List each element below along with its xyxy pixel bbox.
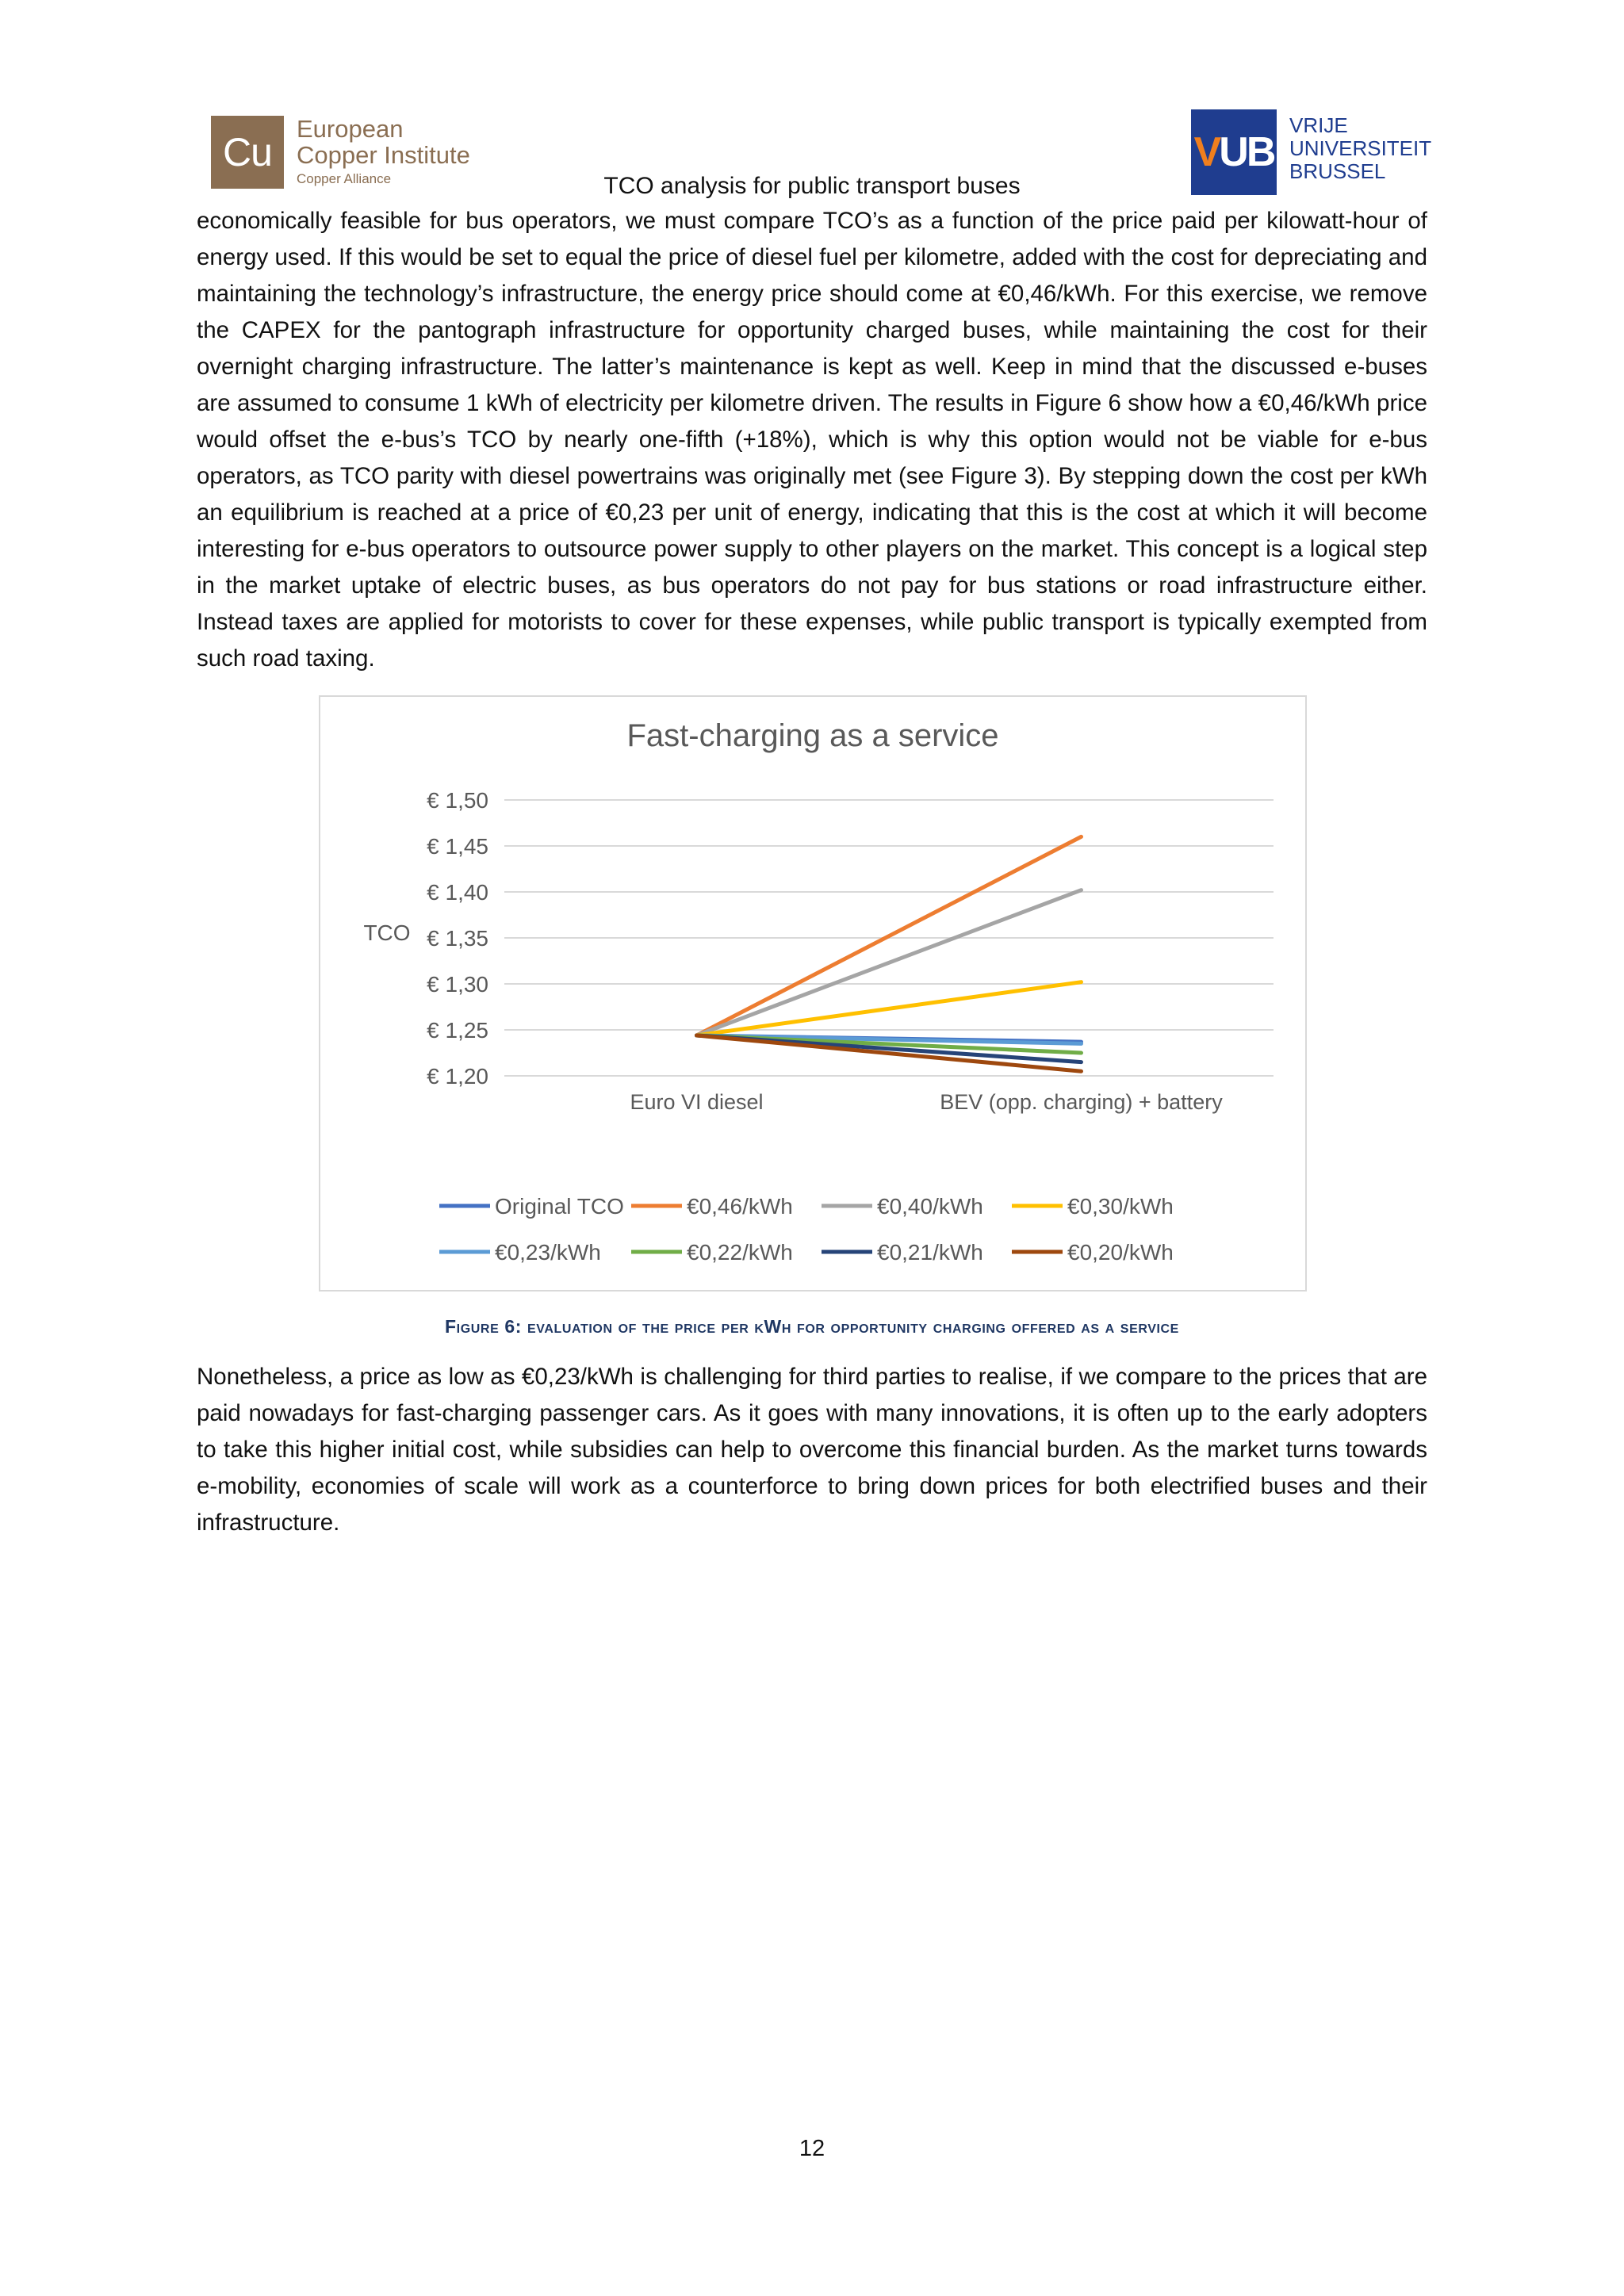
chart-canvas xyxy=(320,697,1305,1290)
series-line xyxy=(697,982,1082,1035)
legend-label: €0,23/kWh xyxy=(495,1240,601,1265)
legend-label: €0,21/kWh xyxy=(877,1240,983,1265)
legend-label: €0,22/kWh xyxy=(687,1240,793,1265)
y-tick-label: € 1,50 xyxy=(427,788,488,813)
eci-logo-line2: Copper Institute xyxy=(297,141,470,169)
chart-title: Fast-charging as a service xyxy=(626,718,999,753)
series-lines xyxy=(697,836,1082,1071)
vub-logo-mark: VUB xyxy=(1191,109,1277,195)
eci-logo-line1: European xyxy=(297,115,404,143)
y-tick-label: € 1,40 xyxy=(427,880,488,905)
legend-label: Original TCO xyxy=(495,1194,624,1219)
body-paragraph-2: Nonetheless, a price as low as €0,23/kWh is challenging for third parties to realise, if we compare to the prices that are paid nowadays for fast-charging passenger cars. As it goes with many innovations, it is often up to the early adopters to take this higher initial cost, while subsidies can help to overcome this financial burden. As the market turns towards e-mobility, economies of scale will work as a counterforce to bring down prices for both electrified buses and their infrastructure. xyxy=(197,1364,1427,1536)
body-paragraph-1: economically feasible for bus operators, we must compare TCO’s as a function of the price paid per kilowatt-hour of energy used. If this would be set to equal the price of diesel fuel per kilometre, added with the cost for depreciating and maintaining the technology’s infrastructure, the energy price should come at €0,46/kWh. For this exercise, we remove the CAPEX for the pantograph infrastructure for opportunity charged buses, while maintaining the cost for their overnight charging infrastructure. The latter’s maintenance is kept as well. Keep in mind that the discussed e-buses are assumed to consume 1 kWh of electricity per kilometre driven. The results in Figure 6 show how a €0,46/kWh price would offset the e-bus’s TCO by nearly one-fifth (+18%), which is why this option would not be viable for e-bus operators, as TCO parity with diesel powertrains was originally met (see Figure 3). By stepping down the cost per kWh an equilibrium is reached at a price of €0,23 per unit of energy, indicating that this is the cost at which it will become interesting for e-bus operators to outsource power supply to other players on the market. This concept is a logical step in the market uptake of electric buses, as bus operators do not pay for bus stations or road infrastructure either. Instead taxes are applied for motorists to cover for these expenses, while public transport is typically exempted from such road taxing. xyxy=(197,208,1427,672)
legend-label: €0,46/kWh xyxy=(687,1194,793,1219)
series-line xyxy=(697,836,1082,1035)
eci-logo-line3: Copper Alliance xyxy=(297,171,392,186)
y-axis-label: TCO xyxy=(363,920,411,945)
x-tick-label: Euro VI diesel xyxy=(630,1090,764,1114)
vub-logo xyxy=(1191,109,1438,197)
series-line xyxy=(697,890,1082,1035)
y-tick-label: € 1,45 xyxy=(427,834,488,859)
vub-logo-v: V xyxy=(1193,129,1220,175)
x-tick-label: BEV (opp. charging) + battery xyxy=(940,1090,1223,1114)
x-tick-labels xyxy=(630,1090,1223,1114)
legend-label: €0,20/kWh xyxy=(1067,1240,1174,1265)
vub-logo-line1: VRIJE xyxy=(1289,113,1348,137)
vub-logo-text xyxy=(1289,114,1431,183)
y-tick-label: € 1,20 xyxy=(427,1064,488,1089)
legend-label: €0,40/kWh xyxy=(877,1194,983,1219)
figure-caption: Figure 6: evaluation of the price per kWh for opportunity charging offered as a service xyxy=(445,1316,1179,1337)
vub-logo-line3: BRUSSEL xyxy=(1289,159,1386,183)
running-header-title: TCO analysis for public transport buses xyxy=(603,173,1021,199)
legend-label: €0,30/kWh xyxy=(1067,1194,1174,1219)
y-tick-labels xyxy=(427,788,488,1089)
y-tick-label: € 1,35 xyxy=(427,926,488,951)
page-number: 12 xyxy=(799,2136,825,2161)
vub-logo-line2: UNIVERSITEIT xyxy=(1289,136,1432,160)
y-tick-label: € 1,25 xyxy=(427,1018,488,1043)
y-tick-label: € 1,30 xyxy=(427,972,488,997)
fast-charging-chart xyxy=(319,695,1307,1292)
copper-element-logo-mark: Cu xyxy=(211,116,284,189)
chart-legend xyxy=(439,1194,1174,1265)
